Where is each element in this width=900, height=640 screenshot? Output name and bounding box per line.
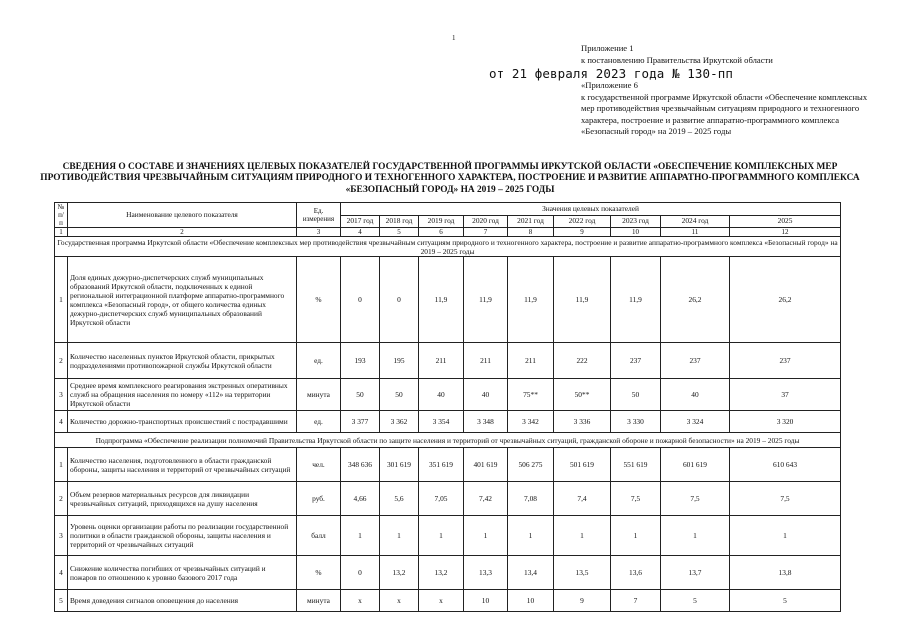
value-cell: 7,05	[419, 482, 464, 516]
value-cell: 3 348	[464, 411, 508, 433]
index-cell: 4	[341, 228, 380, 237]
value-cell: 37	[730, 379, 841, 411]
value-cell: 3 324	[661, 411, 730, 433]
document-title: СВЕДЕНИЯ О СОСТАВЕ И ЗНАЧЕНИЯХ ЦЕЛЕВЫХ ПОКАЗАТЕЛЕЙ ГОСУДАРСТВЕННОЙ ПРОГРАММЫ ИРКУТСКОЙ ОБЛАСТИ «ОБЕСПЕЧЕНИЕ КОМПЛЕКСНЫХ МЕР ПРОТИВОДЕЙСТВИЯ ЧРЕЗВЫЧАЙНЫМ СИТУАЦИЯМ ПРИРОДНОГО И ТЕХНОГЕННОГО ХАРАКТЕРА, ПОСТРОЕНИЕ И РАЗВИТИЕ АППАРАТНО-ПРОГРАММНОГО КОМПЛЕКСА «БЕЗОПАСНЫЙ ГОРОД» НА 2019 – 2025 ГОДЫ	[40, 162, 860, 195]
table-header-row	[55, 203, 841, 216]
value-cell: 1	[380, 516, 419, 556]
indicator-unit: ед.	[297, 411, 341, 433]
table-row	[55, 343, 841, 379]
year-header: 2018 год	[380, 215, 419, 228]
indicator-name: Доля единых дежурно-диспетчерских служб муниципальных образований Иркутской области, подключенных к единой региональной интеграционной платформе аппаратно-программного комплекса «Безопасный город», от общего количества единых дежурно-диспетчерских служб муниципальных образований Иркутской области	[68, 257, 297, 343]
value-cell: 0	[380, 257, 419, 343]
value-cell: 11,9	[464, 257, 508, 343]
appendix6-text: к государственной программе Иркутской области «Обеспечение комплексных мер противодействия чрезвычайным ситуациям природного и техногенного характера, построение и развитие аппаратно-программного комплекса «Безопасный город» на 2019 – 2025 годы	[581, 91, 868, 137]
value-cell: 237	[730, 343, 841, 379]
value-cell: 13,3	[464, 556, 508, 590]
appendix6-block	[581, 80, 871, 138]
indicator-name: Уровень оценки организации работы по реализации государственной политики в области гражданской обороны, защиты населения и территорий от чрезвычайных ситуаций	[68, 516, 297, 556]
year-header: 2025	[730, 215, 841, 228]
row-number: 2	[55, 343, 68, 379]
value-cell: 11,9	[611, 257, 661, 343]
value-cell: 193	[341, 343, 380, 379]
value-cell: 9	[554, 590, 611, 612]
value-cell: 211	[508, 343, 554, 379]
indicator-name: Снижение количества погибших от чрезвычайных ситуаций и пожаров по отношению к уровню базового 2017 года	[68, 556, 297, 590]
index-cell: 10	[611, 228, 661, 237]
value-cell: 1	[341, 516, 380, 556]
year-header: 2021 год	[508, 215, 554, 228]
value-cell: 7,5	[661, 482, 730, 516]
value-cell: 5	[661, 590, 730, 612]
value-cell: 7,5	[611, 482, 661, 516]
section-row	[55, 433, 841, 448]
row-number: 1	[55, 448, 68, 482]
value-cell: 13,2	[380, 556, 419, 590]
index-cell: 11	[661, 228, 730, 237]
value-cell: 50**	[554, 379, 611, 411]
index-cell: 7	[464, 228, 508, 237]
indicator-unit: минута	[297, 379, 341, 411]
value-cell: 13,7	[661, 556, 730, 590]
indicator-unit: руб.	[297, 482, 341, 516]
value-cell: 13,4	[508, 556, 554, 590]
value-cell: 3 336	[554, 411, 611, 433]
value-cell: 601 619	[661, 448, 730, 482]
value-cell: 13,6	[611, 556, 661, 590]
value-cell: 1	[508, 516, 554, 556]
table-row	[55, 411, 841, 433]
row-number: 5	[55, 590, 68, 612]
year-header: 2023 год	[611, 215, 661, 228]
index-cell: 6	[419, 228, 464, 237]
value-cell: 11,9	[508, 257, 554, 343]
value-cell: 237	[611, 343, 661, 379]
value-cell: 237	[661, 343, 730, 379]
value-cell: 4,66	[341, 482, 380, 516]
table-row	[55, 482, 841, 516]
table-row	[55, 448, 841, 482]
col-unit-header: Ед. измерения	[297, 203, 341, 228]
index-cell: 9	[554, 228, 611, 237]
value-cell: 401 619	[464, 448, 508, 482]
year-header: 2020 год	[464, 215, 508, 228]
indicator-unit: %	[297, 556, 341, 590]
year-header: 2017 год	[341, 215, 380, 228]
value-cell: 75**	[508, 379, 554, 411]
col-values-header: Значения целевых показателей	[341, 203, 841, 216]
value-cell: 1	[464, 516, 508, 556]
value-cell: 7,5	[730, 482, 841, 516]
value-cell: 1	[419, 516, 464, 556]
value-cell: 5	[730, 590, 841, 612]
row-number: 2	[55, 482, 68, 516]
indicator-name: Время доведения сигналов оповещения до населения	[68, 590, 297, 612]
value-cell: 348 636	[341, 448, 380, 482]
value-cell: 1	[730, 516, 841, 556]
value-cell: 5,6	[380, 482, 419, 516]
value-cell: 7	[611, 590, 661, 612]
section-title: Подпрограмма «Обеспечение реализации полномочий Правительства Иркутской области по защите населения и территорий от чрезвычайных ситуаций, гражданской обороне и пожарной безопасности» на 2019 – 2025 годы	[55, 433, 841, 448]
value-cell: 351 619	[419, 448, 464, 482]
value-cell: 1	[661, 516, 730, 556]
value-cell: 3 377	[341, 411, 380, 433]
table-row	[55, 257, 841, 343]
value-cell: 50	[341, 379, 380, 411]
value-cell: 7,4	[554, 482, 611, 516]
table-row	[55, 516, 841, 556]
value-cell: 610 643	[730, 448, 841, 482]
index-cell: 2	[68, 228, 297, 237]
value-cell: 40	[419, 379, 464, 411]
section-row	[55, 237, 841, 257]
row-number: 4	[55, 556, 68, 590]
value-cell: 211	[464, 343, 508, 379]
index-cell: 3	[297, 228, 341, 237]
value-cell: 40	[464, 379, 508, 411]
row-number: 3	[55, 516, 68, 556]
row-number: 3	[55, 379, 68, 411]
indicator-unit: балл	[297, 516, 341, 556]
indicator-name: Количество дорожно-транспортных происшествий с пострадавшими	[68, 411, 297, 433]
value-cell: 0	[341, 556, 380, 590]
indicator-name: Среднее время комплексного реагирования экстренных оперативных служб на обращения населения по номеру «112» на территории Иркутской области	[68, 379, 297, 411]
indicator-name: Объем резервов материальных ресурсов для ликвидации чрезвычайных ситуаций, приходящихся на душу населения	[68, 482, 297, 516]
indicator-unit: минута	[297, 590, 341, 612]
appendix6-label: «Приложение 6	[581, 80, 638, 90]
indicator-name: Количество населения, подготовленного в области гражданской обороны, защиты населения и территорий от чрезвычайных ситуаций	[68, 448, 297, 482]
table-index-row	[55, 228, 841, 237]
appendix-line2: к постановлению Правительства Иркутской области	[581, 55, 773, 65]
table-row	[55, 590, 841, 612]
value-cell: 50	[380, 379, 419, 411]
value-cell: 13,2	[419, 556, 464, 590]
value-cell: 11,9	[554, 257, 611, 343]
appendix-header	[581, 42, 881, 66]
index-cell: 5	[380, 228, 419, 237]
year-header: 2024 год	[661, 215, 730, 228]
row-number: 1	[55, 257, 68, 343]
index-cell: 1	[55, 228, 68, 237]
value-cell: 10	[508, 590, 554, 612]
value-cell: х	[380, 590, 419, 612]
col-number-header: № п/п	[55, 203, 68, 228]
value-cell: 10	[464, 590, 508, 612]
indicator-name: Количество населенных пунктов Иркутской области, прикрытых подразделениями противопожарной службы Иркутской области	[68, 343, 297, 379]
indicator-unit: ед.	[297, 343, 341, 379]
value-cell: 506 275	[508, 448, 554, 482]
index-cell: 12	[730, 228, 841, 237]
value-cell: х	[419, 590, 464, 612]
row-number: 4	[55, 411, 68, 433]
indicator-unit: %	[297, 257, 341, 343]
value-cell: 3 354	[419, 411, 464, 433]
value-cell: 3 342	[508, 411, 554, 433]
value-cell: 211	[419, 343, 464, 379]
value-cell: 3 330	[611, 411, 661, 433]
indicator-unit: чел.	[297, 448, 341, 482]
value-cell: 7,08	[508, 482, 554, 516]
appendix-line1: Приложение 1	[581, 43, 634, 53]
page-number: 1	[452, 34, 456, 42]
table-row	[55, 556, 841, 590]
value-cell: 195	[380, 343, 419, 379]
value-cell: 1	[611, 516, 661, 556]
table-row	[55, 379, 841, 411]
value-cell: 7,42	[464, 482, 508, 516]
year-header: 2022 год	[554, 215, 611, 228]
decree-stamp: от 21 февраля 2023 года № 130-пп	[489, 66, 734, 81]
value-cell: 50	[611, 379, 661, 411]
section-title: Государственная программа Иркутской области «Обеспечение комплексных мер противодействия чрезвычайным ситуациям природного и техногенного характера, построение и развитие аппаратно-программного комплекса «Безопасный город» на 2019 – 2025 годы	[55, 237, 841, 257]
value-cell: 3 320	[730, 411, 841, 433]
index-cell: 8	[508, 228, 554, 237]
value-cell: 11,9	[419, 257, 464, 343]
value-cell: х	[341, 590, 380, 612]
value-cell: 551 619	[611, 448, 661, 482]
value-cell: 0	[341, 257, 380, 343]
value-cell: 13,8	[730, 556, 841, 590]
value-cell: 26,2	[730, 257, 841, 343]
value-cell: 13,5	[554, 556, 611, 590]
value-cell: 3 362	[380, 411, 419, 433]
value-cell: 26,2	[661, 257, 730, 343]
value-cell: 301 619	[380, 448, 419, 482]
indicators-table	[54, 202, 841, 612]
col-name-header: Наименование целевого показателя	[68, 203, 297, 228]
year-header: 2019 год	[419, 215, 464, 228]
value-cell: 222	[554, 343, 611, 379]
value-cell: 501 619	[554, 448, 611, 482]
value-cell: 1	[554, 516, 611, 556]
value-cell: 40	[661, 379, 730, 411]
